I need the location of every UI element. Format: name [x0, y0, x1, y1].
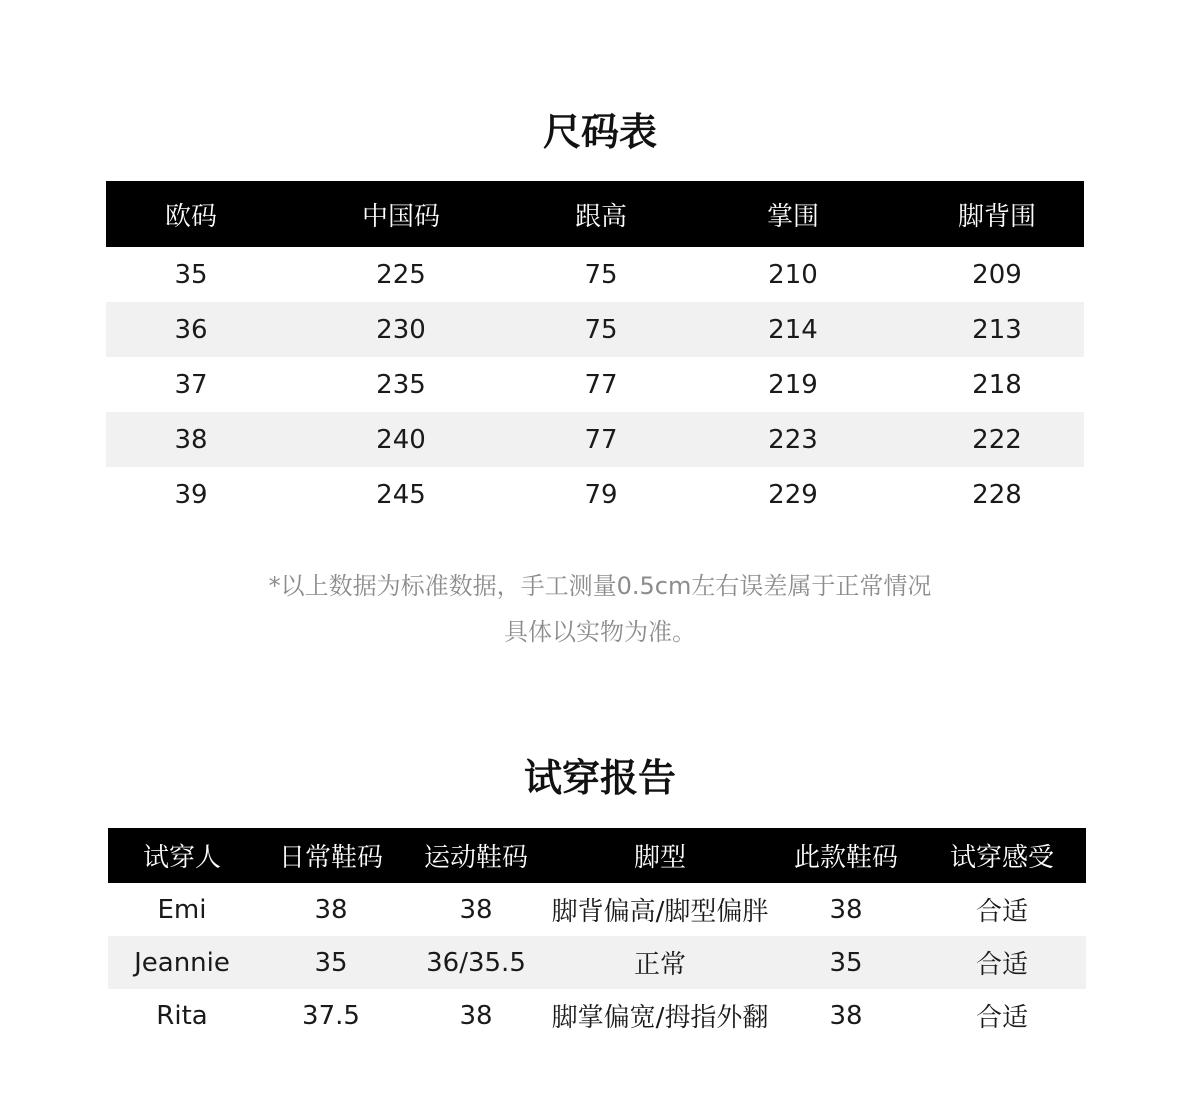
header-foot-type: 脚型 — [546, 828, 774, 883]
table-cell: 合适 — [975, 1003, 1028, 1033]
table-cell: 230 — [276, 302, 526, 357]
table-cell: 36 — [106, 302, 276, 357]
table-cell: 37.5 — [302, 1000, 360, 1031]
table-row — [106, 247, 1084, 302]
table-cell: 38 — [106, 412, 276, 467]
table-cell: 37 — [174, 369, 208, 400]
table-row — [108, 936, 1086, 989]
table-cell: 38 — [459, 894, 493, 925]
table-cell: 35 — [256, 936, 406, 989]
table-cell: 214 — [676, 302, 910, 357]
header-heel-height: 跟高 — [526, 181, 676, 247]
header-tester: 试穿人 — [108, 828, 256, 883]
table-cell: 77 — [526, 412, 676, 467]
table-cell: 75 — [584, 259, 618, 290]
table-cell: 正常 — [546, 936, 774, 989]
table-row — [106, 412, 1084, 467]
table-cell: 合适 — [918, 936, 1086, 989]
measurement-note: *以上数据为标准数据，手工测量0.5cm左右误差属于正常情况 — [268, 572, 932, 600]
header-sports-size: 运动鞋码 — [406, 828, 546, 883]
table-cell: 38 — [829, 894, 863, 925]
table-cell: 75 — [526, 302, 676, 357]
trial-report-header-row — [108, 828, 1086, 883]
table-cell: 219 — [768, 369, 818, 400]
trial-report-table — [108, 828, 1086, 1042]
table-cell: 223 — [676, 412, 910, 467]
size-chart-header-row — [106, 181, 1084, 247]
header-this-shoe-size: 此款鞋码 — [774, 828, 918, 883]
table-cell: 235 — [376, 369, 426, 400]
table-cell: 38 — [459, 1000, 493, 1031]
table-cell: 35 — [774, 936, 918, 989]
table-cell: 36/35.5 — [406, 936, 546, 989]
table-cell: 35 — [174, 259, 208, 290]
measurement-note-continued: 具体以实物为准。 — [504, 618, 696, 646]
table-cell: 222 — [910, 412, 1084, 467]
size-chart-title: 尺码表 — [542, 110, 657, 154]
table-row — [108, 989, 1086, 1042]
table-cell: 225 — [376, 259, 426, 290]
header-cn-size: 中国码 — [276, 181, 526, 247]
table-row — [106, 467, 1084, 522]
table-cell: 210 — [768, 259, 818, 290]
trial-report-title: 试穿报告 — [523, 756, 676, 800]
table-row — [108, 883, 1086, 936]
table-cell: 228 — [972, 479, 1022, 510]
header-daily-size: 日常鞋码 — [256, 828, 406, 883]
table-cell: 79 — [584, 479, 618, 510]
table-cell: 合适 — [975, 897, 1028, 927]
table-cell: 229 — [768, 479, 818, 510]
table-cell: Jeannie — [108, 936, 256, 989]
table-cell: 脚背偏高/脚型偏胖 — [551, 897, 769, 927]
header-instep-girth: 脚背围 — [910, 181, 1084, 247]
table-cell: 38 — [314, 894, 348, 925]
size-chart-table — [106, 181, 1084, 522]
table-row — [106, 302, 1084, 357]
table-cell: 245 — [376, 479, 426, 510]
header-ball-girth: 掌围 — [676, 181, 910, 247]
table-cell: 240 — [276, 412, 526, 467]
table-cell: 77 — [584, 369, 618, 400]
table-cell: Rita — [156, 1000, 208, 1031]
table-cell: Emi — [157, 894, 207, 925]
table-cell: 209 — [972, 259, 1022, 290]
header-eu-size: 欧码 — [106, 181, 276, 247]
header-fit-feeling: 试穿感受 — [918, 828, 1086, 883]
table-row — [106, 357, 1084, 412]
table-cell: 38 — [829, 1000, 863, 1031]
table-cell: 39 — [174, 479, 208, 510]
table-cell: 脚掌偏宽/拇指外翻 — [551, 1003, 769, 1033]
table-cell: 213 — [910, 302, 1084, 357]
table-cell: 218 — [972, 369, 1022, 400]
